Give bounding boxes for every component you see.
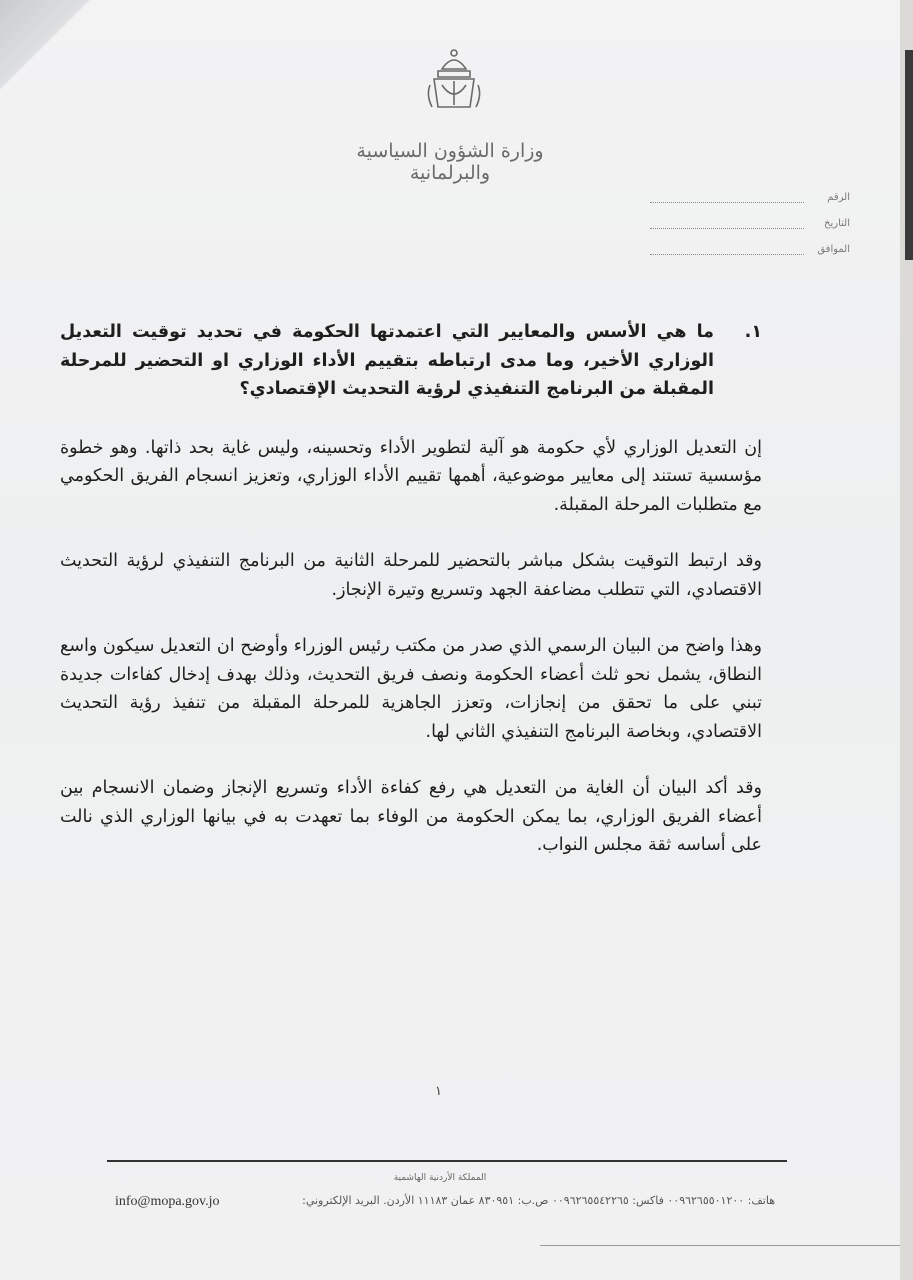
- background-edge: [900, 0, 913, 1280]
- corresponding-date-line: [650, 246, 804, 255]
- corresponding-date-label: الموافق: [817, 244, 850, 255]
- ref-number-field: [650, 192, 850, 203]
- letter-body: [60, 318, 762, 888]
- date-line: [650, 220, 804, 229]
- answer-paragraph: وقد ارتبط التوقيت بشكل مباشر بالتحضير للمرحلة الثانية من البرنامج التنفيذي لرؤية التحديث الاقتصادي، التي تتطلب مضاعفة الجهد وتسريع وتيرة الإنجاز.: [60, 551, 762, 600]
- page-corner-shadow: [0, 0, 100, 100]
- date-field: [650, 218, 850, 229]
- ref-number-label: الرقم: [827, 192, 850, 203]
- ref-number-line: [650, 194, 804, 203]
- corresponding-date-field: [650, 244, 850, 255]
- date-label: التاريخ: [824, 218, 850, 229]
- footer-contact: [115, 1194, 775, 1210]
- background-dark-strip: [905, 50, 913, 260]
- question-number: ١.: [744, 322, 762, 342]
- answer-paragraph: وقد أكد البيان أن الغاية من التعديل هي رفع كفاءة الأداء وتسريع الإنجاز وضمان الانسجام بين أعضاء الفريق الوزاري، بما يمكن الحكومة من الوفاء بما تعهدت به في بيانها الوزاري الذي نالت على أساسه ثقة مجلس النواب.: [60, 778, 762, 855]
- page-number: ١: [435, 1084, 442, 1099]
- question-block: [60, 318, 762, 404]
- ministry-name: وزارة الشؤون السياسية والبرلمانية: [356, 140, 544, 184]
- footer-kingdom: المملكة الأردنية الهاشمية: [393, 1173, 487, 1183]
- question-text: ما هي الأسس والمعايير التي اعتمدتها الحكومة في تحديد توقيت التعديل الوزاري الأخير، وما مدى ارتباطه بتقييم الأداء الوزاري او التحضير للمرحلة المقبلة من البرنامج التنفيذي لرؤية التحديث الإقتصادي؟: [60, 322, 714, 399]
- footer-address: هاتف: ٠٠٩٦٢٦٥٥٠١٢٠٠ فاكس: ٠٠٩٦٢٦٥٥٤٢٢٦٥ ص.ب: ٨٣٠٩٥١ عمان ١١١٨٣ الأردن. البريد الإلكتروني:: [302, 1194, 775, 1207]
- footer-email: info@mopa.gov.jo: [115, 1194, 220, 1209]
- footer-divider: [107, 1160, 787, 1162]
- answer-paragraph: وهذا واضح من البيان الرسمي الذي صدر من مكتب رئيس الوزراء وأوضح ان التعديل سيكون واسع النطاق، يشمل نحو ثلث أعضاء الحكومة ونصف فريق التحديث، وذلك بهدف إدخال كفاءات جديدة تبني على ما تحقق من إنجازات، وتعزز الجاهزية للمرحلة المقبلة من تنفيذ رؤية التحديث الاقتصادي، وبخاصة البرنامج التنفيذي الثاني لها.: [60, 636, 762, 742]
- crown-crest-icon: [418, 45, 490, 117]
- answer-paragraph: إن التعديل الوزاري لأي حكومة هو آلية لتطوير الأداء وتحسينه، وليس غاية بحد ذاتها. وهو خطوة مؤسسية تستند إلى معايير موضوعية، أهمها تقييم الأداء الوزاري، وتعزيز انسجام الفريق الحكومي مع متطلبات المرحلة المقبلة.: [60, 437, 762, 515]
- bottom-line: [540, 1245, 900, 1246]
